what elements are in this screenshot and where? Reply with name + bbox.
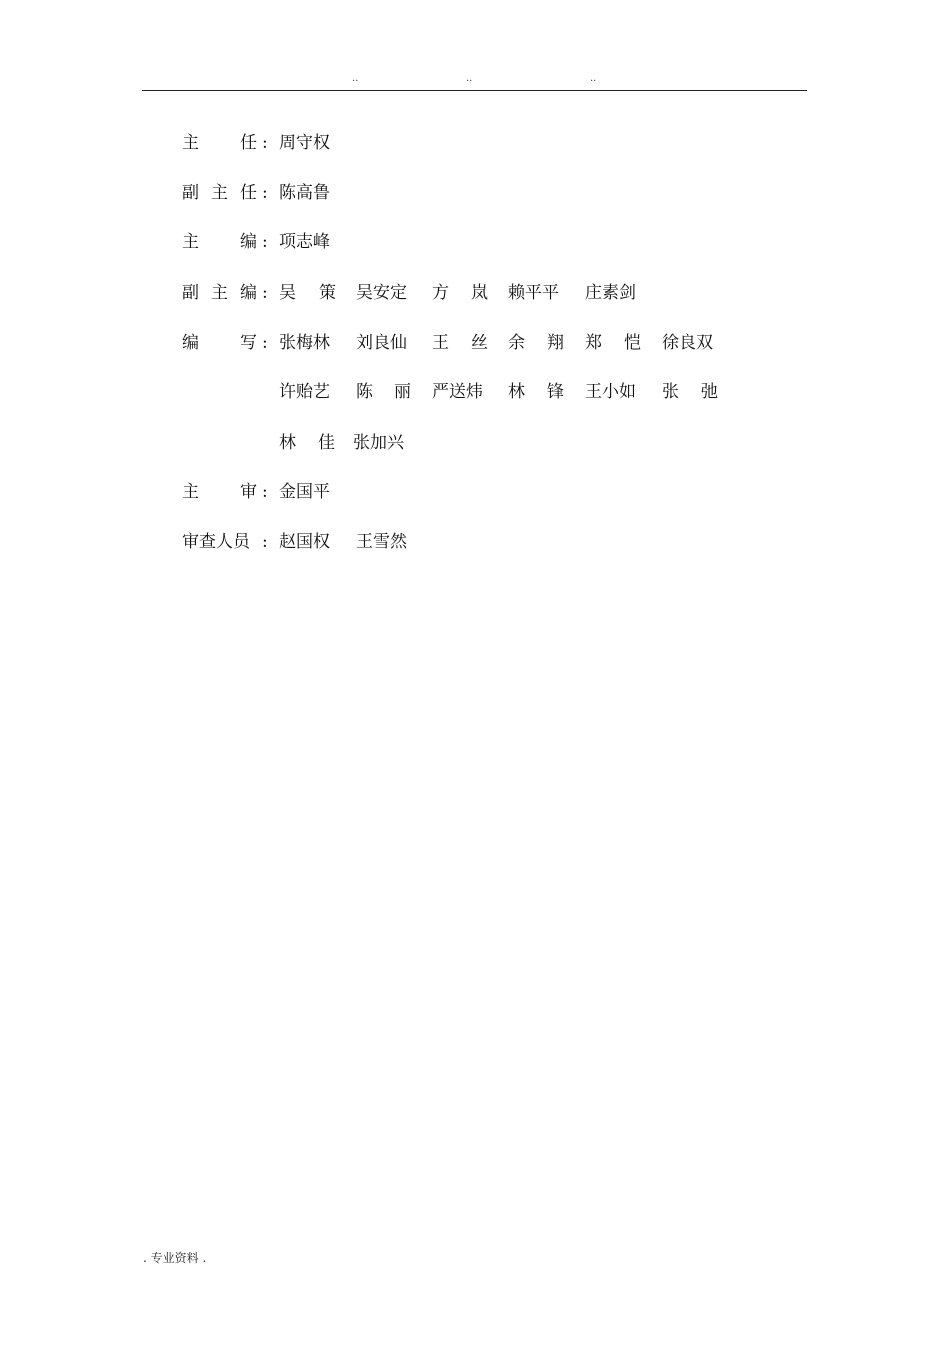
person-name-char: 策 bbox=[319, 283, 336, 303]
footer-text: . 专业资料 . bbox=[143, 1251, 207, 1265]
person-name: 刘良仙 bbox=[356, 333, 407, 353]
person-name: 赵国权 bbox=[279, 532, 330, 552]
person-name: 庄素剑 bbox=[585, 283, 636, 303]
person-name-char: 吴 bbox=[279, 283, 296, 303]
header-rule bbox=[142, 90, 807, 91]
role-label-char: 主 bbox=[182, 482, 199, 502]
person-name-char: 弛 bbox=[701, 382, 718, 402]
header-mark: .. bbox=[590, 73, 597, 84]
person-name: 王雪然 bbox=[356, 532, 407, 552]
person-name-char: 锋 bbox=[547, 382, 564, 402]
role-colon: : bbox=[262, 133, 268, 153]
person-name: 严送炜 bbox=[432, 382, 483, 402]
person-name: 吴安定 bbox=[356, 283, 407, 303]
person-name-char: 方 bbox=[432, 283, 449, 303]
header-mark: .. bbox=[352, 73, 359, 84]
person-name-char: 郑 bbox=[585, 333, 602, 353]
person-name-char: 岚 bbox=[471, 283, 488, 303]
role-label-char: 主 bbox=[211, 183, 228, 203]
person-name: 张加兴 bbox=[353, 433, 404, 453]
role-label-char: 任 bbox=[240, 133, 257, 153]
person-name-char: 林 bbox=[508, 382, 525, 402]
role-label-char: 副 bbox=[182, 183, 199, 203]
person-name: 赖平平 bbox=[508, 283, 559, 303]
role-label-char: 编 bbox=[240, 232, 257, 252]
person-name: 王小如 bbox=[585, 382, 636, 402]
person-name-char: 翔 bbox=[547, 333, 564, 353]
role-label-char: 编 bbox=[182, 333, 199, 353]
role-label-text: 审查人员 bbox=[182, 532, 250, 552]
header-mark: .. bbox=[466, 73, 473, 84]
role-label-char: 副 bbox=[182, 283, 199, 303]
role-label-char: 主 bbox=[211, 283, 228, 303]
person-name-char: 恺 bbox=[624, 333, 641, 353]
role-colon: : bbox=[262, 333, 268, 353]
person-name: 许贻艺 bbox=[279, 382, 330, 402]
person-name-char: 王 bbox=[432, 333, 449, 353]
person-name: 项志峰 bbox=[279, 232, 330, 252]
role-label-char: 主 bbox=[182, 133, 199, 153]
role-colon: : bbox=[262, 183, 268, 203]
role-colon: : bbox=[262, 532, 268, 552]
role-colon: : bbox=[262, 283, 268, 303]
person-name: 周守权 bbox=[279, 133, 330, 153]
person-name: 张梅林 bbox=[279, 333, 330, 353]
person-name: 金国平 bbox=[279, 482, 330, 502]
person-name: 徐良双 bbox=[662, 333, 713, 353]
person-name-char: 张 bbox=[662, 382, 679, 402]
person-name-char: 林 bbox=[279, 433, 296, 453]
role-label-char: 主 bbox=[182, 232, 199, 252]
role-colon: : bbox=[262, 232, 268, 252]
person-name-char: 余 bbox=[508, 333, 525, 353]
person-name-char: 陈 bbox=[356, 382, 373, 402]
person-name-char: 佳 bbox=[318, 433, 335, 453]
role-colon: : bbox=[262, 482, 268, 502]
person-name-char: 丽 bbox=[394, 382, 411, 402]
person-name: 陈高鲁 bbox=[279, 183, 330, 203]
role-label-char: 写 bbox=[240, 333, 257, 353]
person-name-char: 丝 bbox=[471, 333, 488, 353]
role-label-char: 编 bbox=[240, 283, 257, 303]
role-label-char: 任 bbox=[240, 183, 257, 203]
role-label-char: 审 bbox=[240, 482, 257, 502]
